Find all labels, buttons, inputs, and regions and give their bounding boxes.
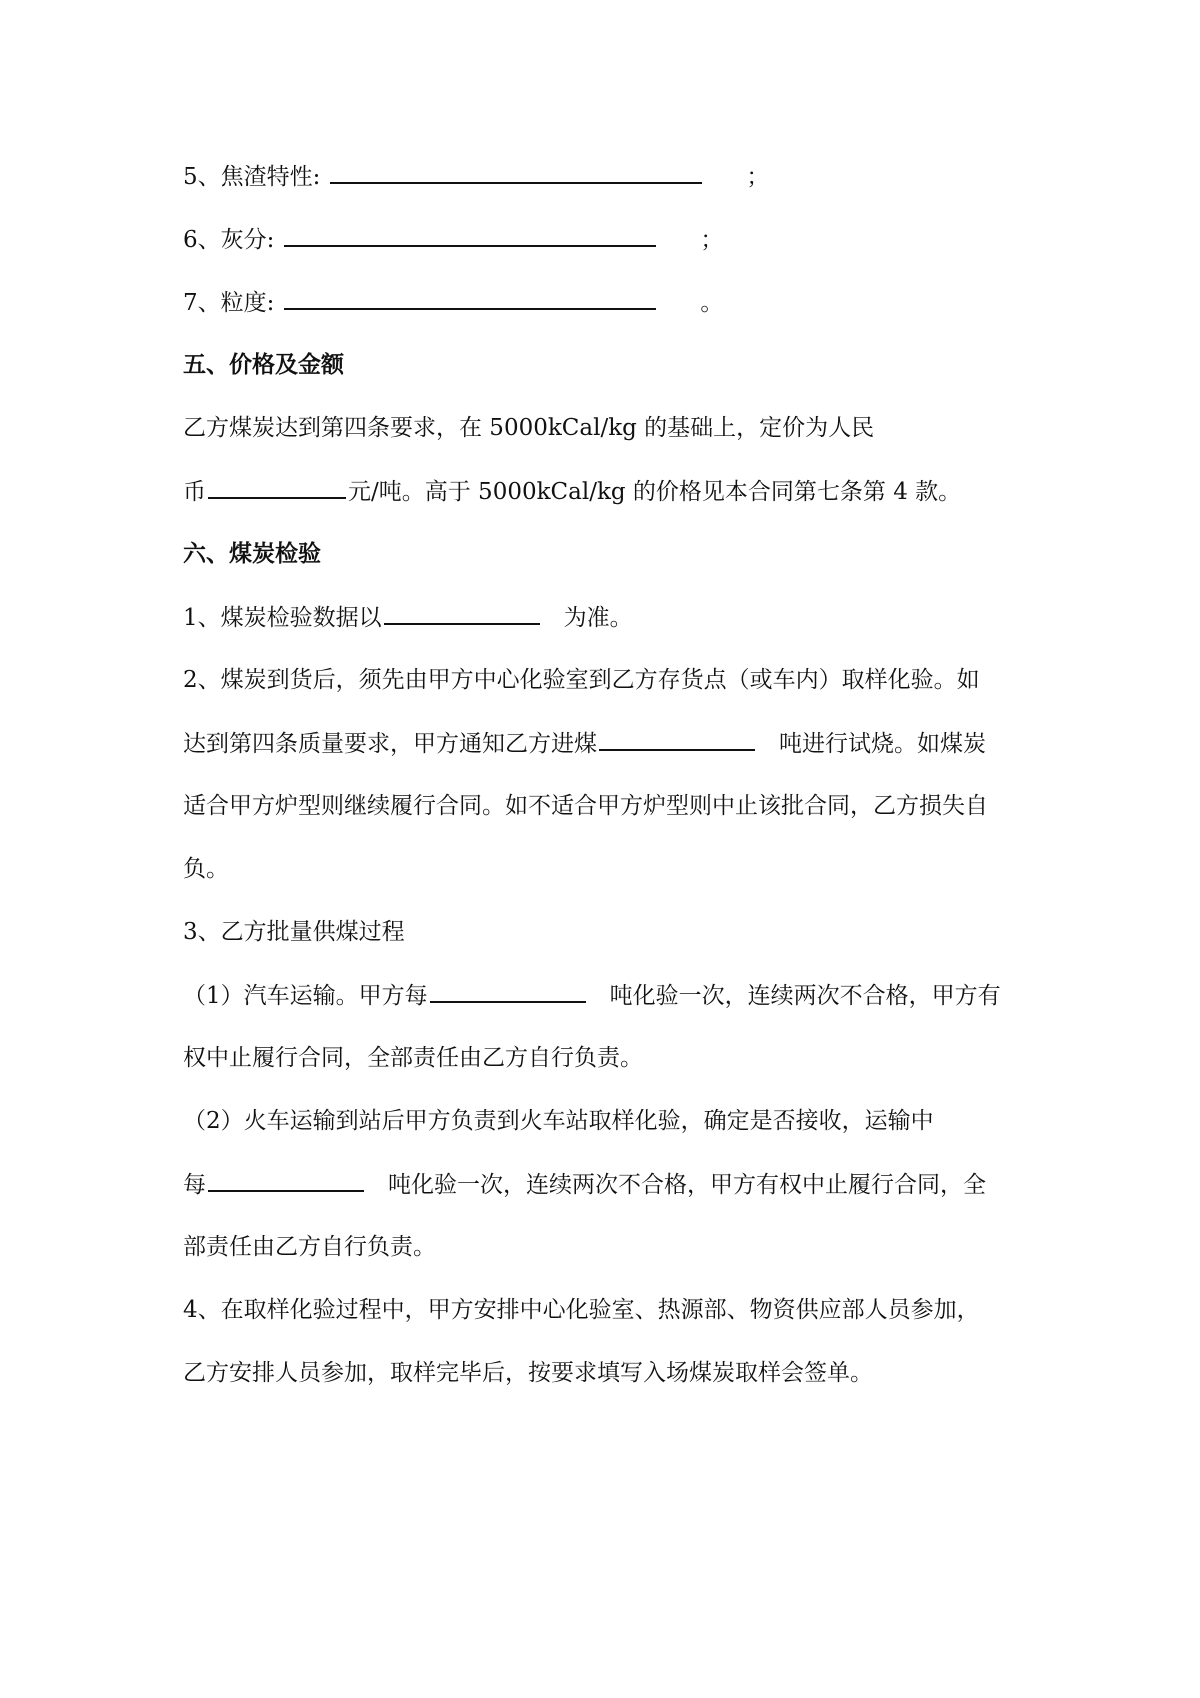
item-end: ； bbox=[746, 164, 770, 190]
section-5-heading: 五、价格及金额 bbox=[183, 351, 344, 378]
paragraph-line: 4、在取样化验过程中，甲方安排中心化验室、热源部、物资供应部人员参加， bbox=[183, 1297, 980, 1323]
fill-blank bbox=[599, 727, 755, 751]
paragraph-line: 1、煤炭检验数据以 为准。 bbox=[183, 601, 633, 634]
item-end: ； bbox=[700, 227, 724, 253]
item-7-granularity bbox=[183, 286, 723, 319]
paragraph-line: 每 吨化验一次，连续两次不合格，甲方有权中止履行合同，全 bbox=[183, 1168, 986, 1201]
section-6-heading: 六、煤炭检验 bbox=[183, 540, 321, 567]
paragraph-line: 2、煤炭到货后，须先由甲方中心化验室到乙方存货点（或车内）取样化验。如 bbox=[183, 667, 980, 693]
paragraph-line: 适合甲方炉型则继续履行合同。如不适合甲方炉型则中止该批合同，乙方损失自 bbox=[183, 793, 988, 819]
fill-blank bbox=[430, 979, 586, 1003]
paragraph-line: 部责任由乙方自行负责。 bbox=[183, 1234, 436, 1260]
fill-blank bbox=[208, 475, 346, 499]
paragraph-line: 权中止履行合同，全部责任由乙方自行负责。 bbox=[183, 1045, 643, 1071]
item-end: 。 bbox=[700, 290, 724, 316]
item-label: 5、焦渣特性: bbox=[183, 164, 321, 190]
fill-blank bbox=[330, 160, 702, 184]
fill-blank bbox=[208, 1168, 364, 1192]
paragraph-line: 乙方煤炭达到第四条要求，在 5000kCal/kg 的基础上，定价为人民 bbox=[183, 415, 875, 441]
paragraph-line: 3、乙方批量供煤过程 bbox=[183, 919, 405, 945]
item-label: 7、粒度: bbox=[183, 290, 275, 316]
paragraph-line: 负。 bbox=[183, 856, 229, 882]
paragraph-line: （2）火车运输到站后甲方负责到火车站取样化验，确定是否接收，运输中 bbox=[183, 1108, 934, 1134]
fill-blank bbox=[284, 286, 656, 310]
item-5-coke-residue bbox=[183, 160, 769, 193]
item-label: 6、灰分: bbox=[183, 227, 275, 253]
item-6-ash bbox=[183, 223, 723, 256]
paragraph-line: 达到第四条质量要求，甲方通知乙方进煤 吨进行试烧。如煤炭 bbox=[183, 727, 986, 760]
paragraph-line: （1）汽车运输。甲方每 吨化验一次，连续两次不合格，甲方有 bbox=[183, 979, 1001, 1012]
paragraph-line: 币 元/吨。高于 5000kCal/kg 的价格见本合同第七条第 4 款。 bbox=[183, 475, 961, 508]
fill-blank bbox=[284, 223, 656, 247]
fill-blank bbox=[384, 601, 540, 625]
paragraph-line: 乙方安排人员参加，取样完毕后，按要求填写入场煤炭取样会签单。 bbox=[183, 1360, 873, 1386]
